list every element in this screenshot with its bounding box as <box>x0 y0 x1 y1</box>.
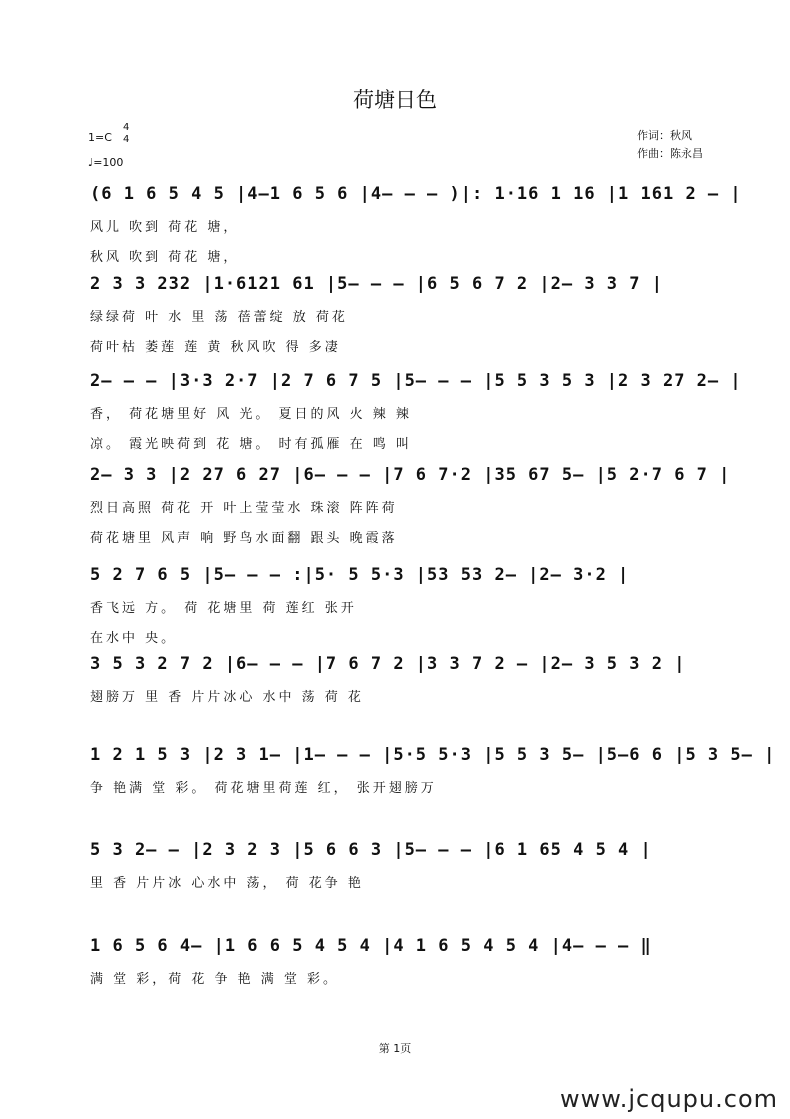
lyric-line-1: 香， 荷花塘里好 风 光。 夏日的风 火 辣 辣 <box>90 407 412 422</box>
notation-line: 5 2 7 6 5 |5– – – :|5· 5 5·3 |53 53 2– |2– 3·2 | <box>90 565 630 585</box>
score-row <box>0 731 790 841</box>
notation-line: 3 5 3 2 7 2 |6– – – |7 6 7 2 |3 3 7 2 – |2– 3 5 3 2 | <box>90 654 686 674</box>
lyric-line-1: 满 堂 彩，荷 花 争 艳 满 堂 彩。 <box>90 972 340 987</box>
lyric-line-1: 烈日高照 荷花 开 叶上莹莹水 珠滚 阵阵荷 <box>90 501 398 516</box>
lyric-line-2: 秋风 吹到 荷花 塘， <box>90 250 240 265</box>
page-number: 第 1页 <box>378 1042 412 1055</box>
lyric-line-2: 在水中 央。 <box>90 631 178 646</box>
time-signature-bottom: 4 <box>123 134 130 145</box>
notation-line: (6 1 6 5 4 5 |4–1 6 5 6 |4– – – )|: 1·16 1 16 |1 161 2 – | <box>90 184 742 204</box>
lyric-line-1: 争 艳满 堂 彩。 荷花塘里荷莲 红， 张开翅膀万 <box>90 781 437 796</box>
score-row <box>0 922 790 1032</box>
watermark: www.jcqupu.com <box>560 1085 778 1113</box>
lyric-line-1: 绿绿荷 叶 水 里 荡 蓓蕾绽 放 荷花 <box>90 310 348 325</box>
time-signature <box>123 122 129 146</box>
notation-line: 1 6 5 6 4– |1 6 6 5 4 5 4 |4 1 6 5 4 5 4 |4– – – ‖ <box>90 936 652 956</box>
lyricist-credit: 作词：秋风 <box>637 129 692 142</box>
lyric-line-1: 翅膀万 里 香 片片冰心 水中 荡 荷 花 <box>90 690 364 705</box>
lyric-line-1: 风儿 吹到 荷花 塘， <box>90 220 240 235</box>
time-signature-top: 4 <box>123 122 130 133</box>
lyric-line-1: 香飞远 方。 荷 花塘里 荷 莲红 张开 <box>90 601 357 616</box>
notation-line: 2– 3 3 |2 27 6 27 |6– – – |7 6 7·2 |35 67 5– |5 2·7 6 7 | <box>90 465 731 485</box>
lyric-line-2: 荷叶枯 萎莲 莲 黄 秋风吹 得 多凄 <box>90 340 341 355</box>
tempo-marking: ♩=100 <box>88 156 124 169</box>
key-signature: 1=C <box>88 131 112 144</box>
lyric-line-2: 荷花塘里 风声 响 野鸟水面翻 跟头 晚霞落 <box>90 531 398 546</box>
score-row <box>0 826 790 936</box>
notation-line: 2 3 3 232 |1·6121 61 |5– – – |6 5 6 7 2 |2– 3 3 7 | <box>90 274 663 294</box>
lyric-line-1: 里 香 片片冰 心水中 荡， 荷 花争 艳 <box>90 876 364 891</box>
notation-line: 1 2 1 5 3 |2 3 1– |1– – – |5·5 5·3 |5 5 3 5– |5–6 6 |5 3 5– | <box>90 745 776 765</box>
score-row <box>0 451 790 561</box>
score-row <box>0 260 790 370</box>
composer-credit: 作曲：陈永昌 <box>637 147 703 160</box>
notation-line: 2– – – |3·3 2·7 |2 7 6 7 5 |5– – – |5 5 3 5 3 |2 3 27 2– | <box>90 371 742 391</box>
song-title: 荷塘日色 <box>353 88 437 112</box>
notation-line: 5 3 2– – |2 3 2 3 |5 6 6 3 |5– – – |6 1 65 4 5 4 | <box>90 840 652 860</box>
lyric-line-2: 凉。 霞光映荷到 花 塘。 时有孤雁 在 鸣 叫 <box>90 437 412 452</box>
